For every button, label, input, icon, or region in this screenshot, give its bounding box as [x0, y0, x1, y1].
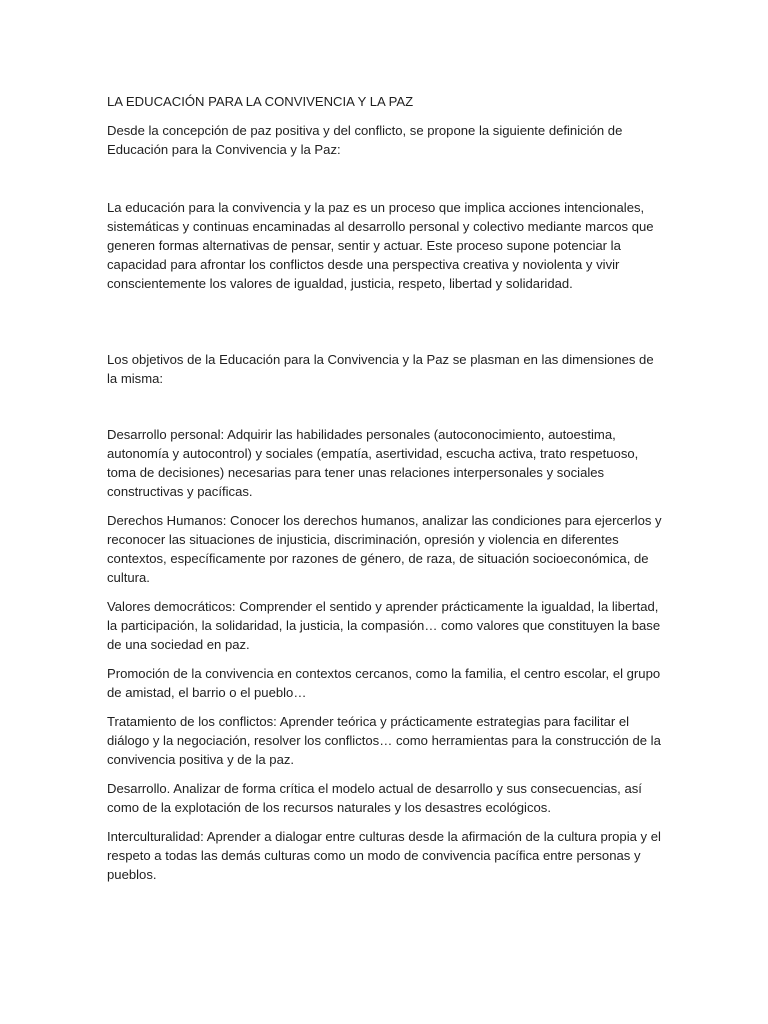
- dimension-human-rights: Derechos Humanos: Conocer los derechos humanos, analizar las condiciones para ejercerlos y reconocer las situaciones de injusticia, discriminación, opresión y violencia en diferentes contextos, específicamente por razones de género, de raza, de situación socioeconómica, de cultura.: [107, 513, 662, 585]
- intro-paragraph: Desde la concepción de paz positiva y del conflicto, se propone la siguiente definición de Educación para la Convivencia y la Paz:: [107, 123, 623, 157]
- document-body: [107, 92, 663, 894]
- dimension-development: Desarrollo. Analizar de forma crítica el modelo actual de desarrollo y sus consecuencias, así como de la explotación de los recursos naturales y los desastres ecológicos.: [107, 781, 642, 815]
- objectives-intro-paragraph: Los objetivos de la Educación para la Convivencia y la Paz se plasman en las dimensiones de la misma:: [107, 352, 654, 386]
- dimension-interculturality: Interculturalidad: Aprender a dialogar entre culturas desde la afirmación de la cultura propia y el respeto a todas las demás culturas como un modo de convivencia pacífica entre personas y pueblos.: [107, 829, 661, 882]
- document-title: LA EDUCACIÓN PARA LA CONVIVENCIA Y LA PAZ: [107, 94, 414, 109]
- dimension-conflict-treatment: Tratamiento de los conflictos: Aprender teórica y prácticamente estrategias para facilitar el diálogo y la negociación, resolver los conflictos… como herramientas para la construcción de la convivencia positiva y de la paz.: [107, 714, 661, 767]
- dimension-personal-development: Desarrollo personal: Adquirir las habilidades personales (autoconocimiento, autoestima, autonomía y autocontrol) y sociales (empatía, asertividad, escucha activa, trato respetuoso, toma de decisiones) necesarias para tener unas relaciones interpersonales y sociales constructivas y pacíficas.: [107, 427, 639, 499]
- definition-paragraph: La educación para la convivencia y la paz es un proceso que implica acciones intencionales, sistemáticas y continuas encaminadas al desarrollo personal y colectivo mediante marcos que generen formas alternativas de pensar, sentir y actuar. Este proceso supone potenciar la capacidad para afrontar los conflictos desde una perspectiva creativa y noviolenta y vivir conscientemente los valores de igualdad, justicia, respeto, libertad y solidaridad.: [107, 200, 654, 291]
- dimension-democratic-values: Valores democráticos: Comprender el sentido y aprender prácticamente la igualdad, la libertad, la participación, la solidaridad, la justicia, la compasión… como valores que constituyen la base de una sociedad en paz.: [107, 599, 661, 652]
- dimension-coexistence-promotion: Promoción de la convivencia en contextos cercanos, como la familia, el centro escolar, el grupo de amistad, el barrio o el pueblo…: [107, 666, 661, 700]
